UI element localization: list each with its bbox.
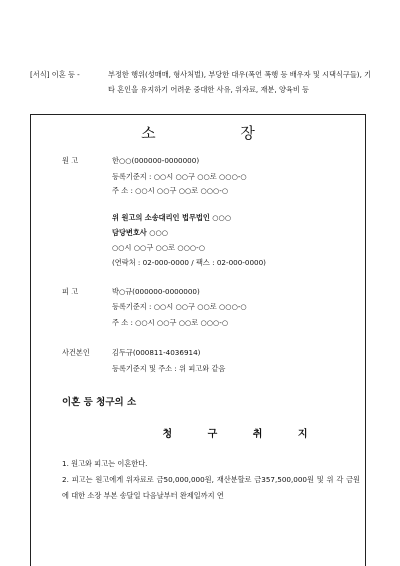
principal-registry: 등록기준지 및 주소 : 위 피고와 같음 [112,364,226,373]
form-description: 부정한 행위(성매매, 형사처벌), 부당한 대우(폭언 폭행 등 배우자 및 시댁식구들), 기타 혼인을 유지하기 어려운 중대한 사유, 위자료, 재분, 양육비 등 [108,70,372,94]
defendant-registry: 등록기준지 : ○○시 ○○구 ○○로 ○○○-○ [112,302,247,311]
counsel-contact: (연락처 : 02-000-0000 / 팩스 : 02-000-0000) [112,258,266,267]
case-title: 이혼 등 청구의 소 [62,397,137,408]
document-title: 소 장 [141,124,295,142]
plaintiff-registry: 등록기준지 : ○○시 ○○구 ○○로 ○○○-○ [112,172,247,181]
principal-label: 사건본인 [62,348,90,357]
form-tag: [서식] 이혼 등 - [30,70,80,79]
claim-item: 1. 원고와 피고는 이혼한다. [62,459,148,468]
defendant-address: 주 소 : ○○시 ○○구 ○○로 ○○○-○ [112,318,229,327]
plaintiff-address: 주 소 : ○○시 ○○구 ○○로 ○○○-○ [112,186,229,195]
claims-title: 청 구 취 지 [162,429,324,440]
claims-list [62,456,360,504]
defendant-label: 피 고 [62,287,79,296]
plaintiff-name: 한○○(000000-0000000) [112,156,200,165]
defendant-name: 박○규(000000-0000000) [112,287,200,296]
form-header [30,67,375,97]
plaintiff-label: 원 고 [62,156,79,165]
counsel-address: ○○시 ○○구 ○○로 ○○○-○ [112,243,205,252]
counsel-firm: 위 원고의 소송대리인 법무법인 ○○○ [112,213,232,222]
principal-name: 김두규(000811-4036914) [112,348,201,357]
claim-item: 2. 피고는 원고에게 위자료로 금50,000,000원, 재산분할로 금357,500,000원 및 위 각 금원에 대한 소장 부본 송달일 다음날부터 완제일까지 연 [62,475,360,500]
counsel-attorney: 담당변호사 ○○○ [112,228,169,237]
